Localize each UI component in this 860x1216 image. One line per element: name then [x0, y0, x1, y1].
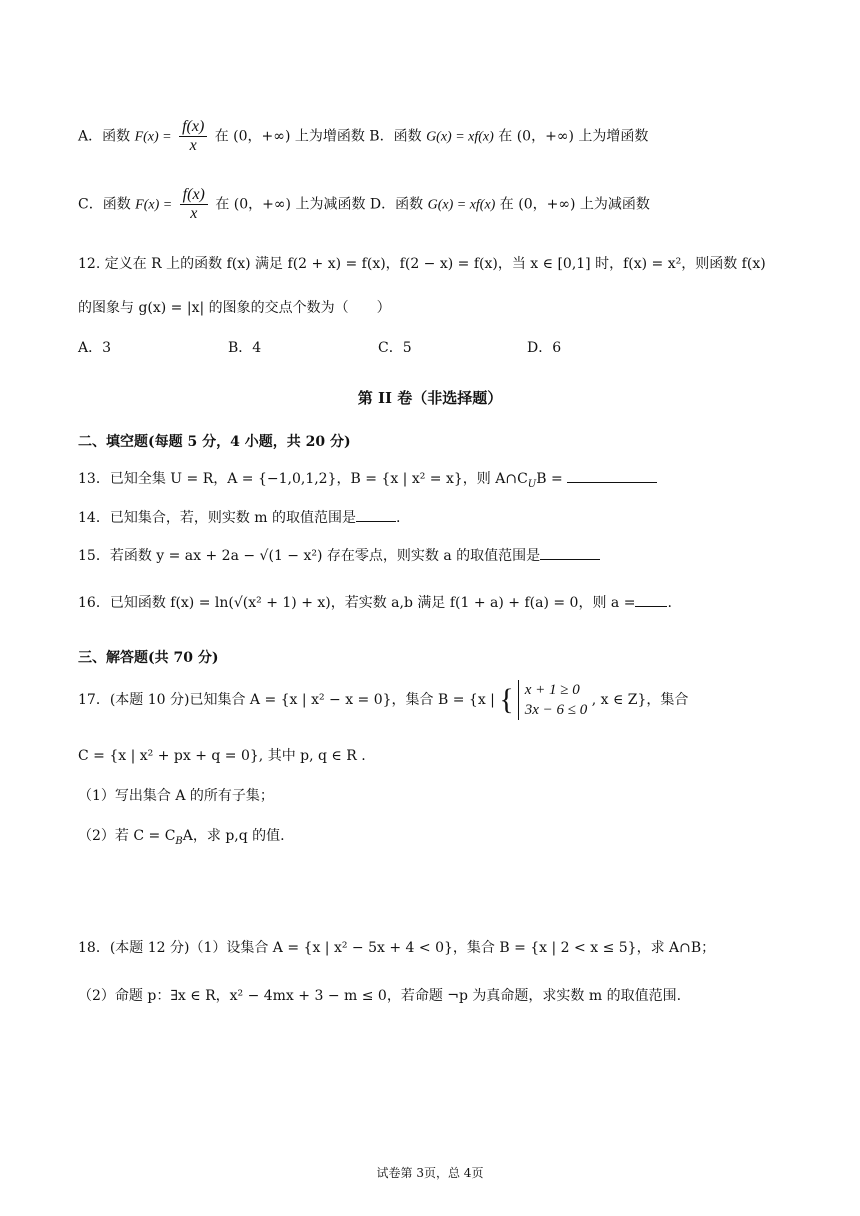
q11-option-cd: C．函数 F(x) = $\frac{f(x)}{x}$ 在 (0，+∞) 上为减函数 D．函数 G(x) = xf(x) 在 (0，+∞) 上为减函数	[78, 186, 650, 222]
formula-F: F(x) =	[134, 129, 172, 145]
q12-stem-line1: 12. 定义在 R 上的函数 f(x) 满足 f(2 + x) = f(x)，f(2 − x) = f(x)，当 x ∈ [0,1] 时，f(x) = x²，则函数 f(x)	[78, 256, 766, 272]
fraction: $\frac{f(x)}{x}$	[179, 118, 207, 155]
q17-part2: （2）若 $C = C_BA$，求 p,q 的值.	[78, 828, 285, 847]
answer-blank[interactable]	[567, 468, 657, 483]
page-footer: 试卷第 3页，总 4页	[376, 1166, 484, 1180]
answer-blank[interactable]	[635, 592, 667, 607]
q18-part2: （2）命题 p：∃x ∈ R，x² − 4mx + 3 − m ≤ 0，若命题 ¬p 为真命题，求实数 m 的取值范围.	[78, 988, 682, 1004]
q13: 13．已知全集 U = R，A = {−1,0,1,2}，B = {x | x² = x}，则 $A\cap C_UB$ =	[78, 468, 657, 495]
q17-stem: 17．(本题 10 分)已知集合 A = {x | x² − x = 0}，集合 B = {x | { x + 1 ≥ 0 3x − 6 ≤ 0 , x ∈ Z}，集合	[78, 682, 689, 718]
q17-set-c: C = {x | x² + px + q = 0}, 其中 p, q ∈ R .	[78, 748, 366, 764]
answer-blank[interactable]	[540, 545, 600, 560]
q18-part1: 18．(本题 12 分)（1）设集合 A = {x | x² − 5x + 4 < 0}，集合 B = {x | 2 < x ≤ 5}，求 A∩B；	[78, 940, 716, 956]
q15: 15．若函数 y = ax + 2a − √(1 − x²) 存在零点，则实数 a 的取值范围是	[78, 545, 600, 566]
fraction: $\frac{f(x)}{x}$	[180, 186, 208, 223]
q12-option-b: B．4	[228, 340, 262, 356]
q11-option-ab: A．函数 F(x) = $\frac{f(x)}{x}$ 在 (0，+∞) 上为增函数 B．函数 G(x) = xf(x) 在 (0，+∞) 上为增函数	[78, 118, 649, 154]
section3-heading: 三、解答题(共 70 分)	[78, 650, 219, 666]
q16: 16．已知函数 f(x) = ln(√(x² + 1) + x)，若实数 a,b 满足 f(1 + a) + f(a) = 0，则 a = .	[78, 592, 672, 613]
answer-blank[interactable]	[356, 507, 396, 522]
section2-heading: 二、填空题(每题 5 分，4 小题，共 20 分)	[78, 434, 351, 450]
q12-option-d: D．6	[527, 340, 562, 356]
q12-option-a: A．3	[78, 340, 112, 356]
inequality-system: x + 1 ≥ 0 3x − 6 ≤ 0	[518, 680, 588, 720]
q12-option-c: C．5	[378, 340, 412, 356]
q14: 14．已知集合，若，则实数 m 的取值范围是 .	[78, 507, 400, 528]
q17-part1: （1）写出集合 A 的所有子集；	[78, 788, 274, 804]
formula-G: G(x) = xf(x)	[427, 197, 496, 213]
formula-F: F(x) =	[135, 197, 173, 213]
formula-G: G(x) = xf(x)	[426, 129, 494, 145]
part2-title: 第 II 卷（非选择题）	[357, 389, 503, 407]
q12-stem-line2: 的图象与 g(x) = |x| 的图象的交点个数为（ ）	[78, 300, 391, 316]
left-brace: {	[499, 683, 514, 716]
